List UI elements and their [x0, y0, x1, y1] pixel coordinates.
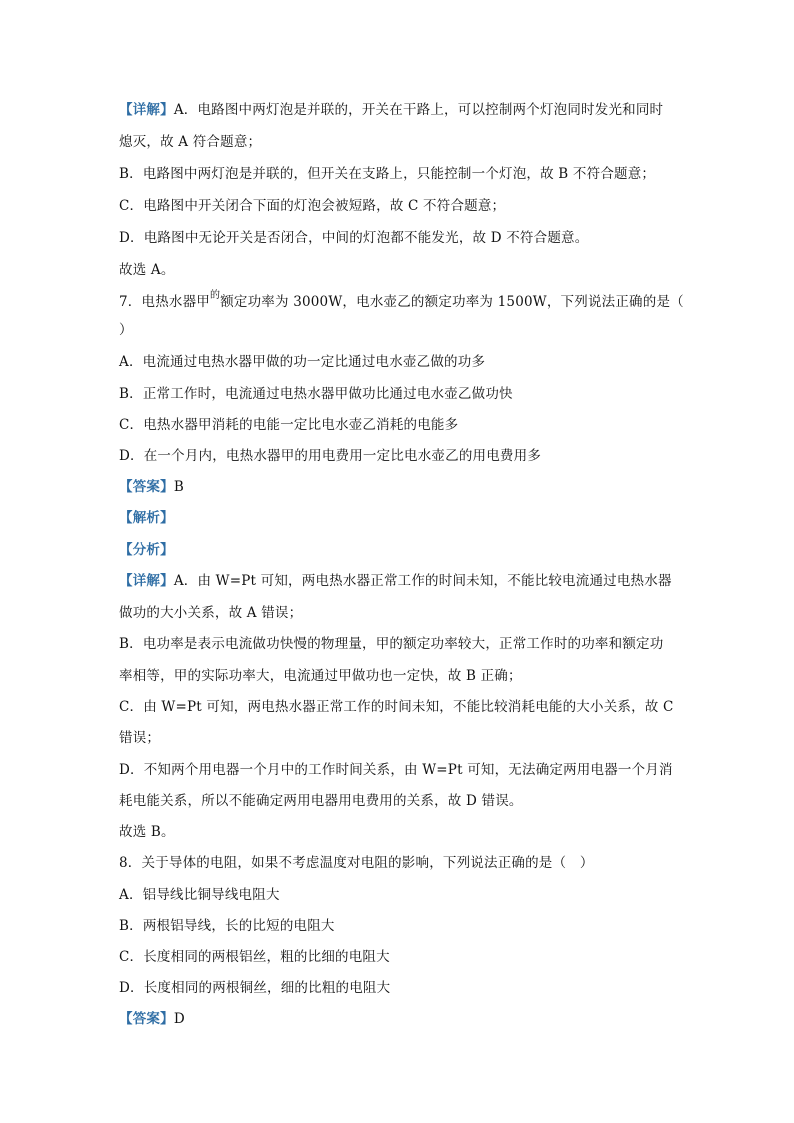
q8-option-c: C．长度相同的两根铝丝，粗的比细的电阻大 — [119, 949, 390, 965]
q6-conclusion: 故选 A。 — [119, 262, 175, 278]
q7-stem-part2: 额定功率为 3000W，电水壶乙的额定功率为 1500W，下列说法正确的是（ — [220, 294, 684, 310]
q7-detail-b-line1: B．电功率是表示电流做功快慢的物理量，甲的额定功率较大，正常工作时的功率和额定功 — [119, 636, 664, 652]
q7-detail-c-line1: C．由 W=Pt 可知，两电热水器正常工作的时间未知，不能比较消耗电能的大小关系，故 C — [119, 699, 674, 715]
q7-fenxi — [119, 540, 689, 560]
q8-answer-value: D — [173, 1011, 185, 1027]
q7-answer — [119, 477, 689, 497]
q8-answer — [119, 1009, 689, 1029]
q8-option-b: B．两根铝导线，长的比短的电阻大 — [119, 918, 335, 934]
analysis-tag: 【解析】 — [119, 510, 174, 526]
q6-detail-a-line1 — [119, 100, 689, 120]
q8-option-d: D．长度相同的两根铜丝，细的比粗的电阻大 — [119, 980, 391, 996]
q8-stem: 8．关于导体的电阻，如果不考虑温度对电阻的影响，下列说法正确的是（ ） — [119, 855, 594, 871]
q7-stem-line2: ） — [119, 322, 133, 338]
answer-tag: 【答案】 — [119, 479, 174, 495]
q8-option-a: A．铝导线比铜导线电阻大 — [119, 887, 280, 903]
detail-tag: 【详解】 — [119, 573, 174, 589]
q7-option-d: D．在一个月内，电热水器甲的用电费用一定比电水壶乙的用电费用多 — [119, 448, 542, 464]
q6-detail-d: D．电路图中无论开关是否闭合，中间的灯泡都不能发光，故 D 不符合题意。 — [119, 230, 589, 246]
detail-tag: 【详解】 — [119, 102, 174, 118]
q7-detail-a-text: A．由 W=Pt 可知，两电热水器正常工作的时间未知，不能比较电流通过电热水器 — [173, 573, 672, 589]
q6-detail-a-line2: 熄灭，故 A 符合题意； — [119, 134, 262, 150]
q7-conclusion: 故选 B。 — [119, 824, 175, 840]
q7-stem-line1 — [119, 292, 689, 314]
q6-detail-c: C．电路图中开关闭合下面的灯泡会被短路，故 C 不符合题意； — [119, 198, 506, 214]
answer-tag: 【答案】 — [119, 1011, 174, 1027]
q7-detail-b-line2: 率相等，甲的实际功率大，电流通过甲做功也一定快，故 B 正确； — [119, 668, 522, 684]
q7-detail-c-line2: 错误； — [119, 730, 161, 746]
q7-option-a: A．电流通过电热水器甲做的功一定比通过电水壶乙做的功多 — [119, 354, 486, 370]
q7-detail-a-line2: 做功的大小关系，故 A 错误； — [119, 605, 303, 621]
q6-detail-a-text: A．电路图中两灯泡是并联的，开关在干路上，可以控制两个灯泡同时发光和同时 — [173, 102, 664, 118]
q7-analysis — [119, 508, 689, 528]
q7-stem-part1: 7．电热水器甲 — [119, 294, 210, 310]
q7-answer-value: B — [173, 479, 184, 495]
fenxi-tag: 【分析】 — [119, 542, 174, 558]
q7-detail-a-line1 — [119, 571, 689, 591]
q7-detail-d-line2: 耗电能关系，所以不能确定两用电器用电费用的关系，故 D 错误。 — [119, 793, 523, 809]
q6-detail-b: B．电路图中两灯泡是并联的，但开关在支路上，只能控制一个灯泡，故 B 不符合题意； — [119, 166, 656, 182]
q7-option-c: C．电热水器甲消耗的电能一定比电水壶乙消耗的电能多 — [119, 417, 459, 433]
q7-detail-d-line1: D．不知两个用电器一个月中的工作时间关系，由 W=Pt 可知，无法确定两用电器一个月消 — [119, 762, 673, 778]
q7-option-b: B．正常工作时，电流通过电热水器甲做功比通过电水壶乙做功快 — [119, 386, 513, 402]
q7-stem-small: 的 — [210, 290, 221, 301]
